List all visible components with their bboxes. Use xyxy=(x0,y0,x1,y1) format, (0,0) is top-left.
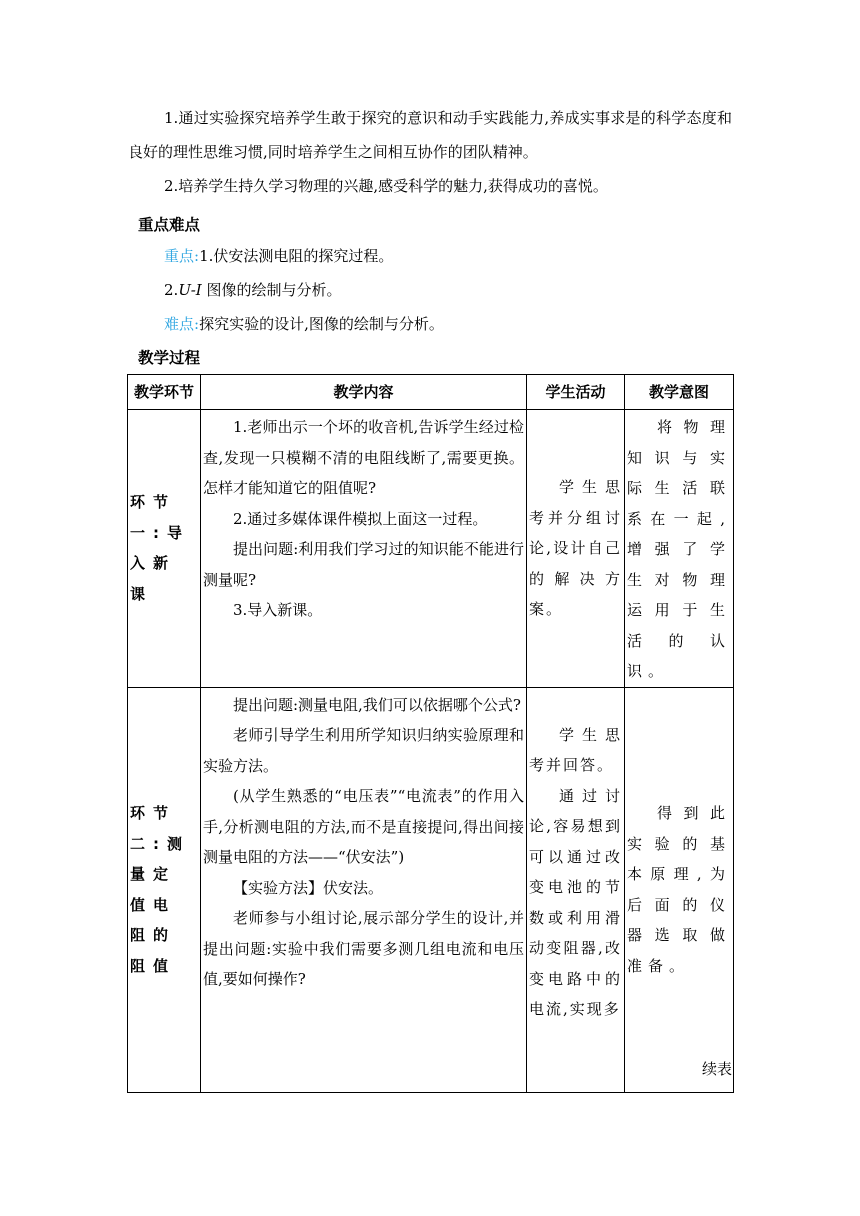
table-header-row xyxy=(128,375,734,410)
content-cell xyxy=(201,687,527,1092)
difficult-point-line xyxy=(164,307,444,341)
goal-item-2: 2.培养学生持久学习物理的兴趣,感受科学的魅力,获得成功的喜悦。 xyxy=(164,177,608,195)
content-paragraph: 提出问题:测量电阻,我们可以依据哪个公式? xyxy=(233,695,521,714)
key-point-1-text: 1.伏安法测电阻的探究过程。 xyxy=(199,247,394,265)
difficult-point-text: 探究实验的设计,图像的绘制与分析。 xyxy=(199,315,444,333)
key-point-2-prefix: 2. xyxy=(164,281,179,299)
purpose-cell xyxy=(625,687,734,1092)
content-paragraph: 【实验方法】伏安法。 xyxy=(233,878,384,897)
purpose-paragraph: 将物理知识与实际生活联系在一起,增强了学生对物理运用于生活的认识。 xyxy=(627,418,731,680)
activity-paragraph: 通过讨论,容易想到可以通过改变电池的节数或利用滑动变阻器,改变电路中的电流,实现多 xyxy=(529,786,622,1018)
content-paragraph: (从学生熟悉的“电压表”“电流表”的作用入手,分析测电阻的方法,而不是直接提问,得出间接测量电阻的方法——“伏安法”) xyxy=(203,787,524,866)
content-paragraph: 3.导入新课。 xyxy=(233,601,323,619)
purpose-cell xyxy=(625,410,734,688)
content-cell xyxy=(201,410,527,688)
key-point-line-1 xyxy=(164,239,393,273)
content-paragraph: 老师引导学生利用所学知识归纳实验原理和实验方法。 xyxy=(203,726,524,775)
activity-paragraph: 学生思考并回答。 xyxy=(529,725,622,774)
table-row xyxy=(128,687,734,1092)
difficult-label: 难点: xyxy=(164,315,200,333)
segment-cell: 环节一:导入新课 xyxy=(128,410,201,688)
content-paragraph: 老师参与小组讨论,展示部分学生的设计,并提出问题:实验中我们需要多测几组电流和电压值,要如何操作? xyxy=(203,909,524,988)
key-point-2-text: 图像的绘制与分析。 xyxy=(201,281,342,299)
key-point-line-2 xyxy=(164,273,341,307)
table-row xyxy=(128,410,734,688)
continued-note: 续表 xyxy=(701,1060,732,1078)
section-heading-process: 教学过程 xyxy=(138,349,201,367)
column-header: 学生活动 xyxy=(527,375,625,410)
column-header: 教学环节 xyxy=(128,375,201,410)
segment-cell: 环节二:测量定值电阻的阻值 xyxy=(128,687,201,1092)
purpose-paragraph: 得到此实验的基本原理,为后面的仪器选取做准备。 xyxy=(627,804,731,975)
content-paragraph: 1.老师出示一个坏的收音机,告诉学生经过检查,发现一只模糊不清的电阻线断了,需要更换。怎样才能知道它的阻值呢? xyxy=(203,418,524,497)
teaching-process-table xyxy=(127,374,734,1093)
column-header: 教学内容 xyxy=(201,375,527,410)
content-paragraph: 2.通过多媒体课件模拟上面这一过程。 xyxy=(233,509,488,528)
goal-item-1: 1.通过实验探究培养学生敢于探究的意识和动手实践能力,养成实事求是的科学态度和良好的理性思维习惯,同时培养学生之间相互协作的团队精神。 xyxy=(128,109,732,161)
section-heading-key-points: 重点难点 xyxy=(138,216,201,234)
key-label: 重点: xyxy=(164,247,200,265)
column-header: 教学意图 xyxy=(625,375,734,410)
content-paragraph: 提出问题:利用我们学习过的知识能不能进行测量呢? xyxy=(203,540,524,589)
key-point-2-symbol: U-I xyxy=(178,281,202,299)
activity-paragraph: 学生思考并分组讨论,设计自己的解决方案。 xyxy=(529,478,622,618)
activity-cell xyxy=(527,687,625,1092)
activity-cell xyxy=(527,410,625,688)
